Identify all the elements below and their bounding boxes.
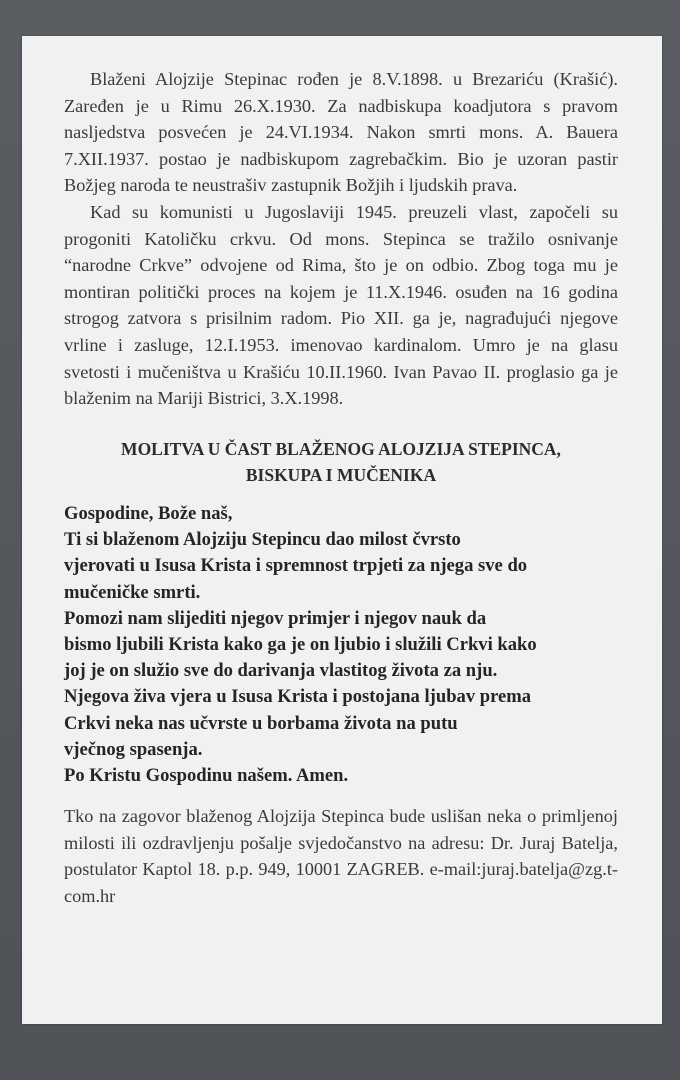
testimony-notice: Tko na zagovor blaženog Alojzija Stepinca bude uslišan neka o primljenoj milosti ili ozdravljenju pošalje svjedočanstvo na adresu: Dr. Juraj Batelja, postulator Kaptol 18. p.p. 949, 10001 ZAGREB. e-mail:juraj.batelja@zg.t-com.hr — [64, 806, 618, 906]
prayer-line: Gospodine, Bože naš, — [64, 502, 233, 524]
prayer-title-line-2: BISKUPA I MUČENIKA — [245, 465, 437, 486]
prayer-line: mučeničke smrti. — [64, 581, 201, 603]
prayer-line: vječnog spasenja. — [64, 738, 203, 760]
prayer-title — [64, 436, 618, 489]
biography-paragraph-2: Kad su komunisti u Jugoslaviji 1945. preuzeli vlast, započeli su progoniti Katoličku crkvu. Od mons. Stepinca se tražilo osnivanje “narodne Crkve” odvojene od Rima, što je on odbio. Zbog toga mu je montiran politički proces na kojem je 11.X.1946. osuđen na 16 godina strogog zatvora s prisilnim radom. Pio XII. ga je, nagrađujući njegove vrline i zasluge, 12.I.1953. imenovao kardinalom. Umro je na glasu svetosti i mučeništva u Krašiću 10.II.1960. Ivan Pavao II. proglasio ga je blaženim na Mariji Bistrici, 3.X.1998. — [64, 201, 618, 409]
prayer-line: Ti si blaženom Alojziju Stepincu dao milost čvrsto — [64, 529, 461, 551]
prayer-line: Crkvi neka nas učvrste u borbama života na putu — [64, 712, 458, 734]
prayer-line: Pomozi nam slijediti njegov primjer i njegov nauk da — [64, 607, 487, 629]
prayer-line: vjerovati u Isusa Krista i spremnost trpjeti za njega sve do — [64, 555, 528, 577]
prayer-line: joj je on služio sve do darivanja vlastitog života za nju. — [64, 660, 498, 682]
biography-section — [64, 66, 618, 412]
prayer-card — [22, 36, 662, 1024]
prayer-line: bismo ljubili Krista kako ga je on ljubio i služili Crkvi kako — [64, 633, 537, 655]
prayer-title-line-1: MOLITVA U ČAST BLAŽENOG ALOJZIJA STEPINCA, — [121, 438, 561, 459]
prayer-line: Njegova živa vjera u Isusa Krista i postojana ljubav prema — [64, 686, 532, 708]
prayer-line: Po Kristu Gospodinu našem. Amen. — [64, 764, 349, 786]
biography-paragraph-1: Blaženi Alojzije Stepinac rođen je 8.V.1898. u Brezariću (Krašić). Zaređen je u Rimu 26.X.1930. Za nadbiskupa koadjutora s pravom nasljedstva posvećen je 24.VI.1934. Nakon smrti mons. A. Bauera 7.XII.1937. postao je nadbiskupom zagrebačkim. Bio je uzoran pastir Božjeg naroda te neustrašiv zastupnik Božjih i ljudskih prava. — [64, 69, 618, 196]
prayer-text — [64, 501, 618, 789]
